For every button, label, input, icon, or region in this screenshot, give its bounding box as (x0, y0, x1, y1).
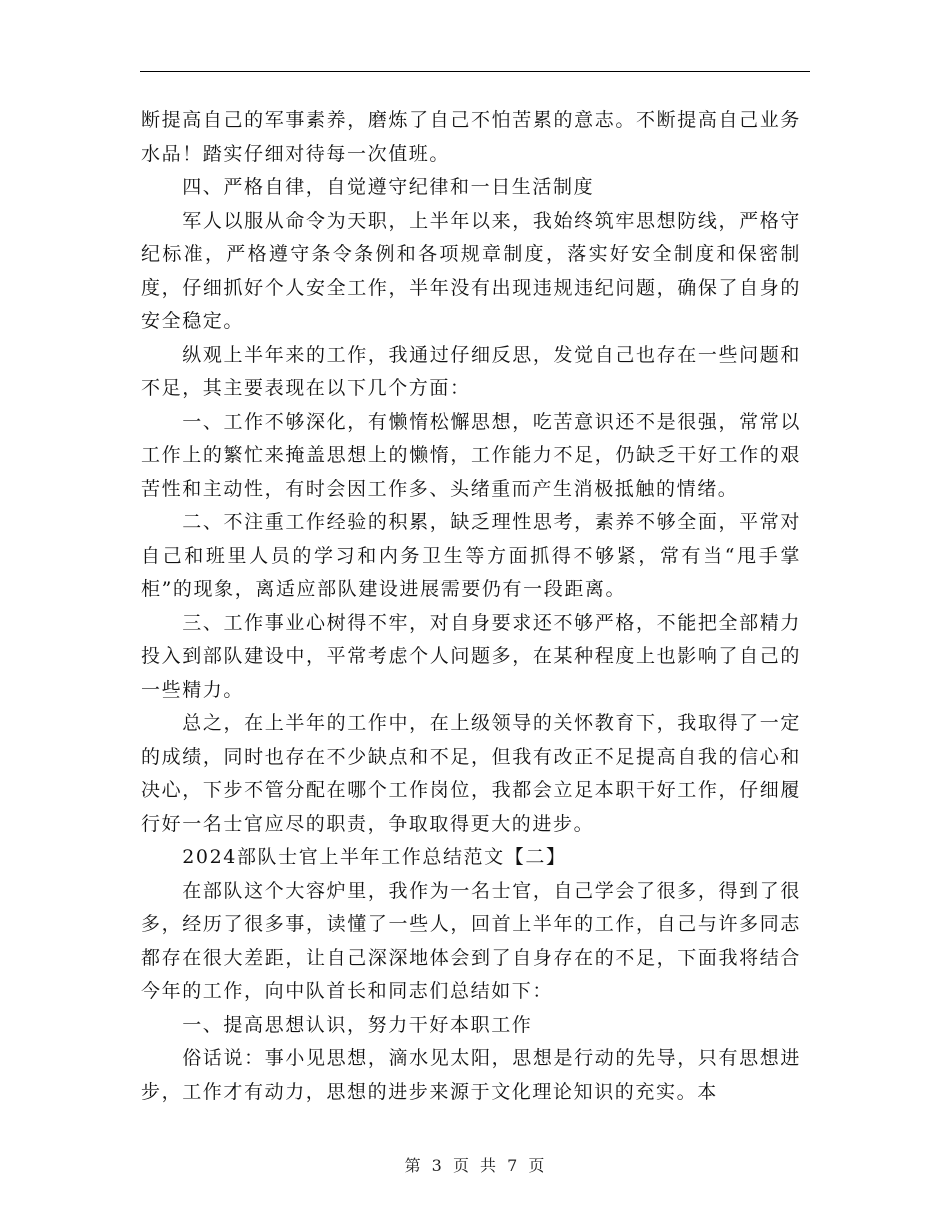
paragraph: 三、工作事业心树得不牢，对自身要求还不够严格，不能把全部精力投入到部队建设中，平常考虑个人问题多，在某种程度上也影响了自己的一些精力。 (141, 611, 801, 701)
paragraph: 在部队这个大容炉里，我作为一名士官，自己学会了很多，得到了很多，经历了很多事，读懂了一些人，回首上半年的工作，自己与许多同志都存在很大差距，让自己深深地体会到了自身存在的不足，下面我将结合今年的工作，向中队首长和同志们总结如下： (141, 879, 801, 1002)
paragraph: 总之，在上半年的工作中，在上级领导的关怀教育下，我取得了一定的成绩，同时也存在不少缺点和不足，但我有改正不足提高自我的信心和决心，下步不管分配在哪个工作岗位，我都会立足本职干好工作，仔细履行好一名士官应尽的职责，争取取得更大的进步。 (141, 712, 801, 835)
body-text (141, 104, 801, 1109)
section-heading: 一、提高思想认识，努力干好本职工作 (141, 1013, 533, 1036)
paragraph: 一、工作不够深化，有懒惰松懈思想，吃苦意识还不是很强，常常以工作上的繁忙来掩盖思想上的懒惰，工作能力不足，仍缺乏干好工作的艰苦性和主动性，有时会因工作多、头绪重而产生消极抵触的情绪。 (141, 410, 801, 500)
paragraph: 军人以服从命令为天职，上半年以来，我始终筑牢思想防线，严格守纪标准，严格遵守条令条例和各项规章制度，落实好安全制度和保密制度，仔细抓好个人安全工作，半年没有出现违规违纪问题，确保了自身的安全稳定。 (141, 209, 801, 332)
header-rule (140, 71, 810, 72)
paragraph: 断提高自己的军事素养，磨炼了自己不怕苦累的意志。不断提高自己业务水品！踏实仔细对待每一次值班。 (141, 109, 801, 165)
paragraph: 俗话说：事小见思想，滴水见太阳，思想是行动的先导，只有思想进步，工作才有动力，思想的进步来源于文化理论知识的充实。本 (141, 1047, 801, 1103)
page-number-footer: 第 3 页 共 7 页 (404, 1156, 546, 1175)
section-heading: 四、严格自律，自觉遵守纪律和一日生活制度 (141, 176, 595, 198)
paragraph: 纵观上半年来的工作，我通过仔细反思，发觉自己也存在一些问题和不足，其主要表现在以下几个方面： (141, 343, 801, 399)
section-title: 2024部队士官上半年工作总结范文【二】 (141, 846, 567, 868)
paragraph: 二、不注重工作经验的积累，缺乏理性思考，素养不够全面，平常对自己和班里人员的学习和内务卫生等方面抓得不够紧，常有当“甩手掌柜”的现象，离适应部队建设进展需要仍有一段距离。 (141, 511, 801, 600)
